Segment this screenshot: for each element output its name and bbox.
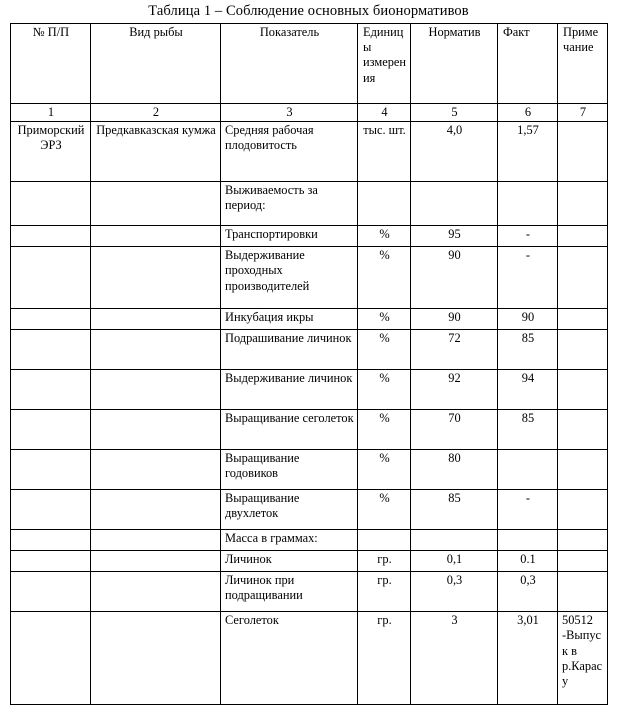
cell-fish	[91, 370, 221, 410]
cell-norm: 85	[411, 490, 498, 530]
cell-fact	[498, 530, 558, 551]
cell-norm: 0,1	[411, 551, 498, 572]
cell-unit: %	[358, 410, 411, 450]
cell-indicator: Сеголеток	[221, 612, 358, 705]
cell-note	[558, 226, 608, 247]
table-row	[11, 551, 608, 572]
column-number-2: 2	[91, 104, 221, 122]
cell-indicator: Выдерживание проходных производителей	[221, 247, 358, 309]
cell-fact: 3,01	[498, 612, 558, 705]
cell-note	[558, 551, 608, 572]
table-row	[11, 247, 608, 309]
cell-unit: гр.	[358, 572, 411, 612]
cell-unit: тыс. шт.	[358, 122, 411, 182]
cell-note: 50512 -Выпуск в р.Карасу	[558, 612, 608, 705]
cell-fish	[91, 490, 221, 530]
cell-fact: -	[498, 490, 558, 530]
header-cell-fish-type: Вид рыбы	[91, 24, 221, 104]
cell-fish	[91, 410, 221, 450]
cell-fact	[498, 450, 558, 490]
cell-note	[558, 370, 608, 410]
cell-note	[558, 572, 608, 612]
cell-norm: 0,3	[411, 572, 498, 612]
cell-norm: 70	[411, 410, 498, 450]
cell-norm	[411, 182, 498, 226]
cell-fish: Предкавказская кумжа	[91, 122, 221, 182]
cell-indicator: Инкубация икры	[221, 309, 358, 330]
table-row	[11, 226, 608, 247]
cell-unit: %	[358, 490, 411, 530]
cell-np	[11, 247, 91, 309]
cell-fact: 85	[498, 410, 558, 450]
cell-norm: 90	[411, 247, 498, 309]
cell-unit: %	[358, 226, 411, 247]
cell-np	[11, 530, 91, 551]
bionormatives-table	[10, 23, 608, 705]
cell-fish	[91, 612, 221, 705]
cell-fish	[91, 551, 221, 572]
cell-note	[558, 530, 608, 551]
cell-note	[558, 410, 608, 450]
cell-note	[558, 182, 608, 226]
cell-np	[11, 612, 91, 705]
cell-note	[558, 122, 608, 182]
table-row	[11, 612, 608, 705]
table-row	[11, 330, 608, 370]
cell-indicator: Масса в граммах:	[221, 530, 358, 551]
table-row	[11, 450, 608, 490]
table-row	[11, 370, 608, 410]
cell-fact: 85	[498, 330, 558, 370]
cell-indicator: Транспортировки	[221, 226, 358, 247]
header-cell-indicator: Показатель	[221, 24, 358, 104]
cell-norm: 90	[411, 309, 498, 330]
cell-fish	[91, 226, 221, 247]
cell-fact: 90	[498, 309, 558, 330]
cell-fact: 0,3	[498, 572, 558, 612]
column-number-1: 1	[11, 104, 91, 122]
cell-indicator: Личинок	[221, 551, 358, 572]
cell-np	[11, 572, 91, 612]
table-row	[11, 490, 608, 530]
cell-fact: 94	[498, 370, 558, 410]
cell-fish	[91, 572, 221, 612]
cell-norm: 3	[411, 612, 498, 705]
table-row	[11, 530, 608, 551]
column-number-3: 3	[221, 104, 358, 122]
cell-indicator: Выращивание двухлеток	[221, 490, 358, 530]
cell-unit	[358, 530, 411, 551]
cell-np	[11, 370, 91, 410]
cell-unit: гр.	[358, 612, 411, 705]
cell-norm: 4,0	[411, 122, 498, 182]
cell-np	[11, 410, 91, 450]
cell-fact	[498, 182, 558, 226]
cell-fish	[91, 450, 221, 490]
cell-fish	[91, 330, 221, 370]
cell-np	[11, 551, 91, 572]
cell-fact: 1,57	[498, 122, 558, 182]
cell-indicator: Выращивание сеголеток	[221, 410, 358, 450]
cell-indicator: Подрашивание личинок	[221, 330, 358, 370]
cell-fact: 0.1	[498, 551, 558, 572]
cell-indicator: Выращивание годовиков	[221, 450, 358, 490]
cell-unit: гр.	[358, 551, 411, 572]
cell-indicator: Личинок при подращивании	[221, 572, 358, 612]
cell-unit: %	[358, 309, 411, 330]
cell-norm: 95	[411, 226, 498, 247]
cell-norm	[411, 530, 498, 551]
table-row	[11, 309, 608, 330]
cell-note	[558, 490, 608, 530]
header-cell-units: Единицы измерения	[358, 24, 411, 104]
table-row	[11, 572, 608, 612]
header-cell-norm: Норматив	[411, 24, 498, 104]
cell-note	[558, 309, 608, 330]
cell-note	[558, 247, 608, 309]
cell-note	[558, 330, 608, 370]
cell-norm: 80	[411, 450, 498, 490]
cell-unit: %	[358, 247, 411, 309]
cell-norm: 92	[411, 370, 498, 410]
cell-np	[11, 309, 91, 330]
cell-note	[558, 450, 608, 490]
column-number-7: 7	[558, 104, 608, 122]
cell-fish	[91, 309, 221, 330]
cell-fish	[91, 182, 221, 226]
column-number-5: 5	[411, 104, 498, 122]
cell-np	[11, 330, 91, 370]
cell-fish	[91, 530, 221, 551]
cell-indicator: Выживаемость за период:	[221, 182, 358, 226]
cell-fish	[91, 247, 221, 309]
cell-fact: -	[498, 247, 558, 309]
cell-unit	[358, 182, 411, 226]
cell-fact: -	[498, 226, 558, 247]
table-row	[11, 122, 608, 182]
table-caption: Таблица 1 – Соблюдение основных бионормативов	[148, 3, 469, 19]
table-row	[11, 410, 608, 450]
column-number-row	[11, 104, 608, 122]
cell-np	[11, 182, 91, 226]
column-number-6: 6	[498, 104, 558, 122]
table-header-row	[11, 24, 608, 104]
cell-np	[11, 450, 91, 490]
cell-indicator: Выдерживание личинок	[221, 370, 358, 410]
cell-norm: 72	[411, 330, 498, 370]
column-number-4: 4	[358, 104, 411, 122]
header-cell-note: Примечание	[558, 24, 608, 104]
cell-np	[11, 226, 91, 247]
cell-np	[11, 490, 91, 530]
header-cell-fact: Факт	[498, 24, 558, 104]
table-row	[11, 182, 608, 226]
cell-indicator: Средняя рабочая плодовитость	[221, 122, 358, 182]
cell-unit: %	[358, 370, 411, 410]
header-cell-number: № П/П	[11, 24, 91, 104]
cell-unit: %	[358, 450, 411, 490]
cell-unit: %	[358, 330, 411, 370]
cell-np: Приморский ЭРЗ	[11, 122, 91, 182]
